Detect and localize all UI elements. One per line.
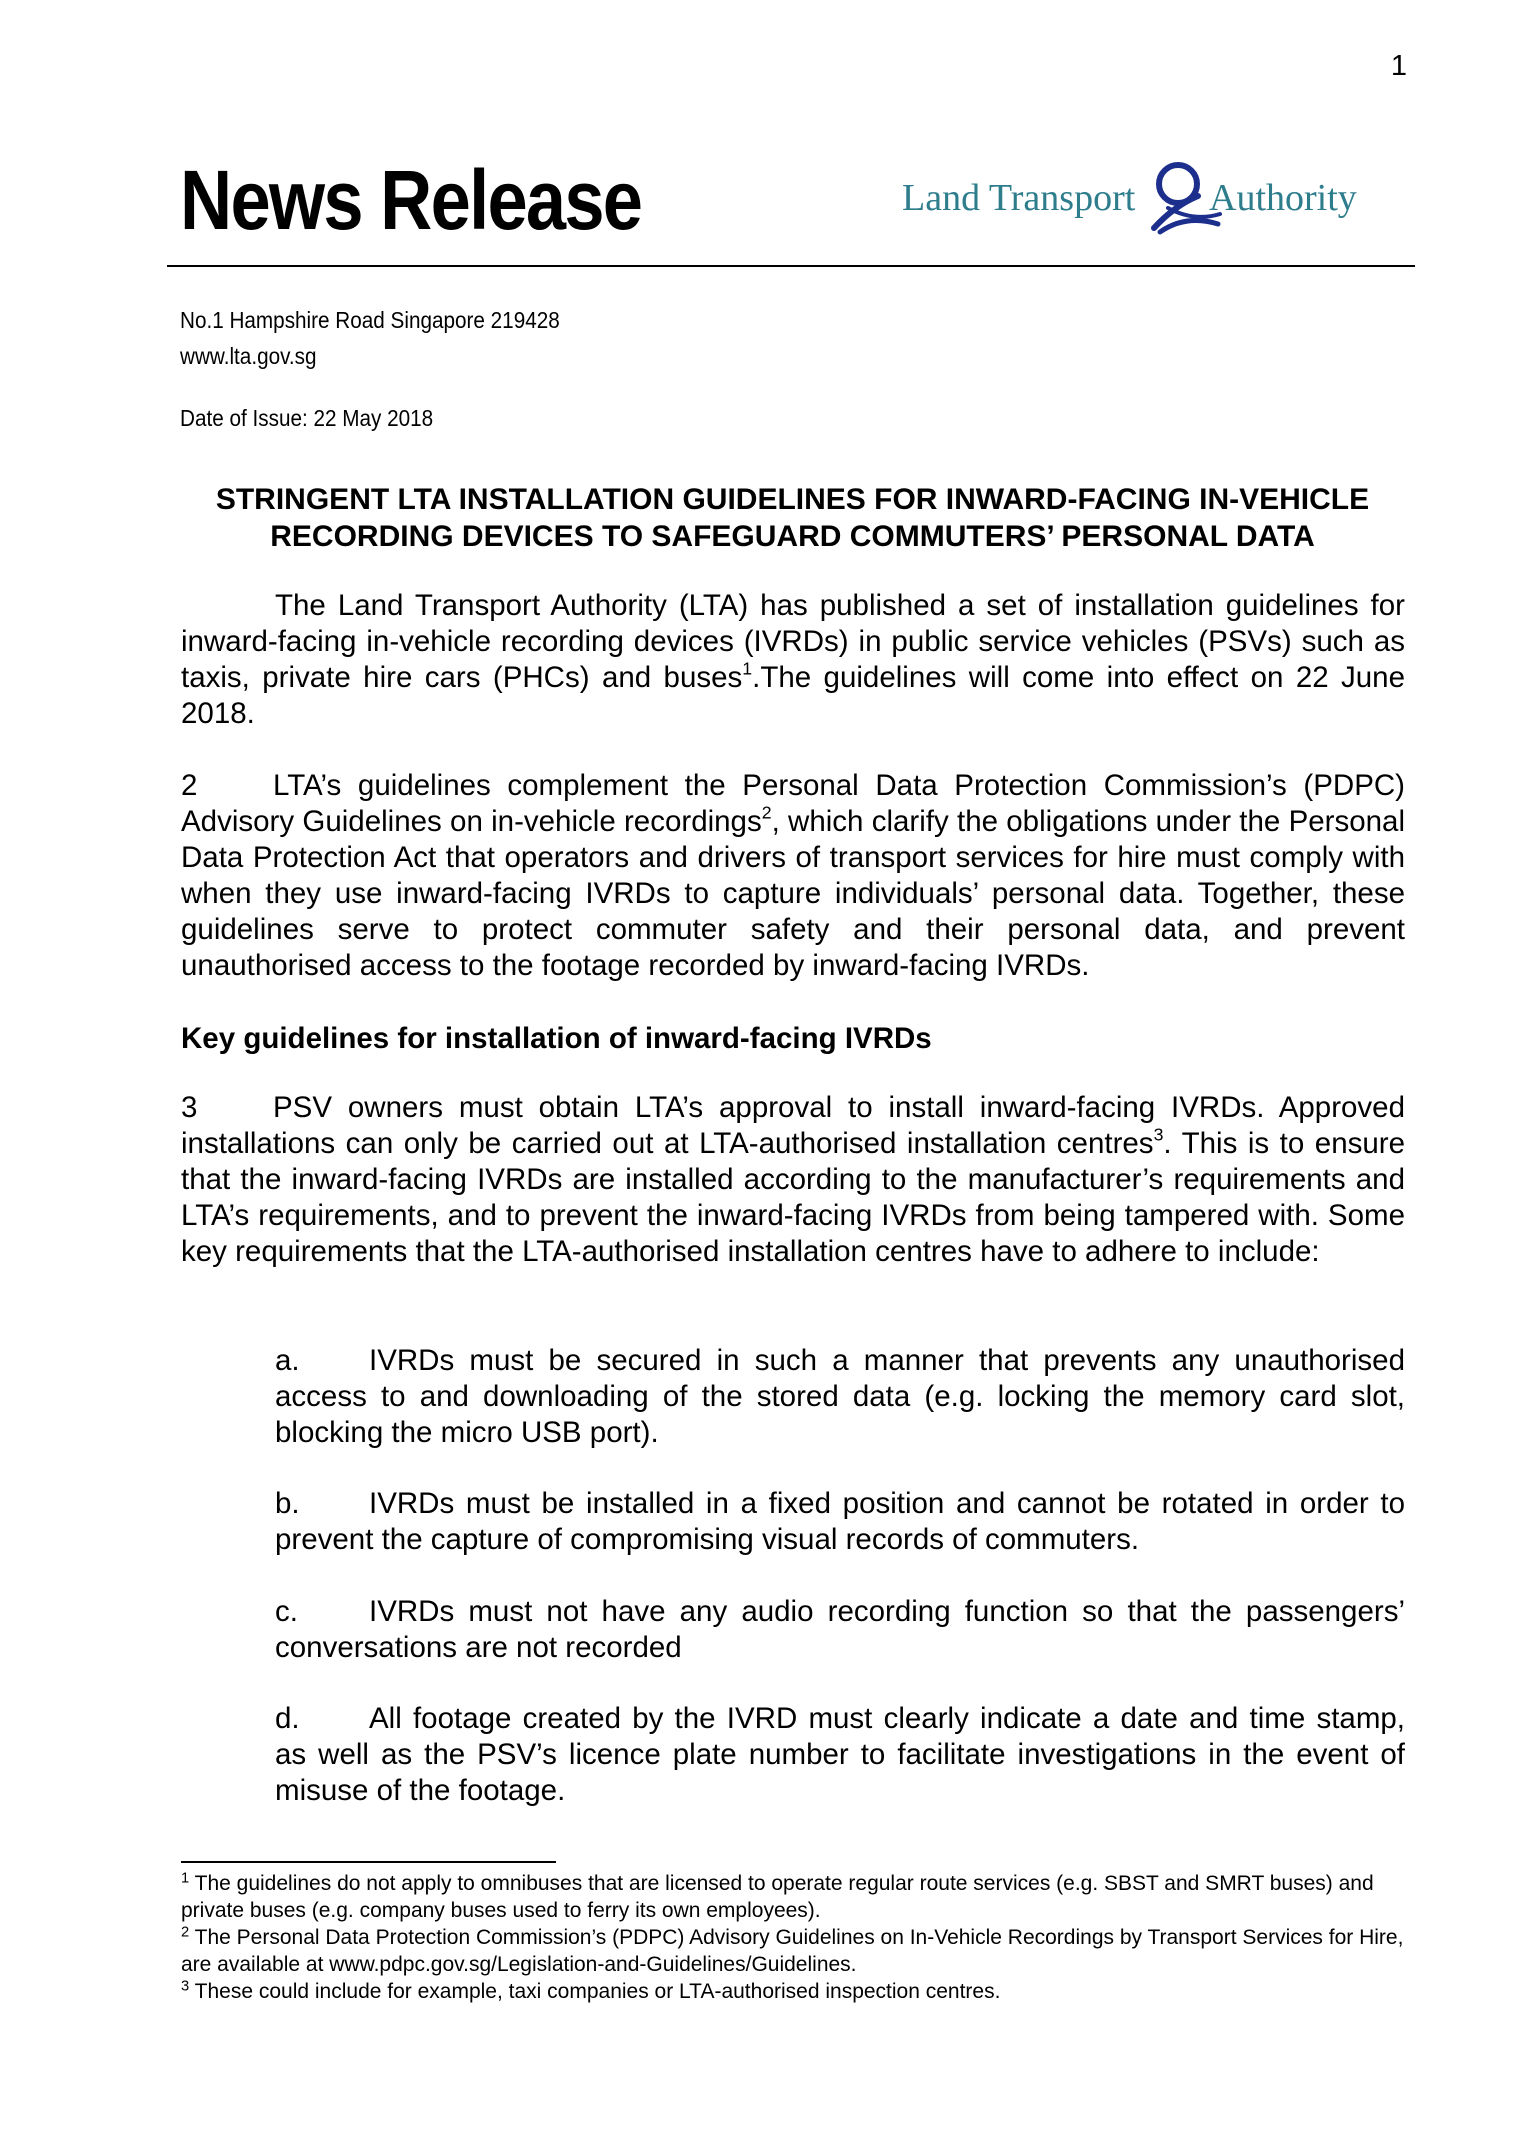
headline	[170, 481, 1415, 555]
footnote-ref-2: 2	[761, 802, 772, 823]
footnotes	[181, 1870, 1405, 2005]
list-item	[275, 1594, 1405, 1666]
page-title: News Release	[180, 153, 642, 247]
paragraph-1-text: The Land Transport Authority (LTA) has published a set of installation guidelines for inward-facing in-vehicle recording devices (IVRDs) in public service vehicles (PSVs) such as taxis, private hire cars (PHCs) and buses	[181, 589, 1405, 694]
list-marker: c.	[275, 1595, 298, 1628]
list-item-text: All footage created by the IVRD must clearly indicate a date and time stamp, as well as the PSV’s licence plate number to facilitate investigations in the event of misuse of the footage.	[275, 1702, 1405, 1807]
headline-line-1: STRINGENT LTA INSTALLATION GUIDELINES FOR INWARD-FACING IN-VEHICLE	[215, 483, 1370, 516]
page-number: 1	[1390, 50, 1407, 82]
paragraph-2-number: 2	[181, 769, 198, 802]
paragraph-2-text-end: , which clarify the obligations under the Personal Data Protection Act that operators and drivers of transport services for hire must comply with when they use inward-facing IVRDs to capture individuals’ personal data. Together, these guidelines serve to protect commuter safety and their personal data, and prevent unauthorised access to the footage recorded by inward-facing IVRDs.	[181, 805, 1405, 982]
paragraph-1-text-end: .The guidelines will come into effect on 22 June 2018.	[181, 661, 1405, 730]
list-item-text: IVRDs must be secured in such a manner that prevents any unauthorised access to and downloading of the stored data (e.g. locking the memory card slot, blocking the micro USB port).	[275, 1344, 1405, 1449]
address-block	[180, 302, 560, 374]
paragraph-1	[181, 588, 1405, 732]
list-item-text: IVRDs must be installed in a fixed position and cannot be rotated in order to prevent the capture of compromising visual records of commuters.	[275, 1487, 1405, 1556]
section-heading: Key guidelines for installation of inward-facing IVRDs	[181, 1022, 932, 1055]
header-divider	[167, 265, 1415, 267]
list-marker: d.	[275, 1702, 300, 1735]
paragraph-3-number: 3	[181, 1091, 198, 1124]
paragraph-3-text-end: . This is to ensure that the inward-facing IVRDs are installed according to the manufacturer’s requirements and LTA’s requirements, and to prevent the inward-facing IVRDs from being tampered with. Some key requirements that the LTA-authorised installation centres have to adhere to include:	[181, 1127, 1405, 1268]
list-item-text: IVRDs must not have any audio recording function so that the passengers’ conversations are not recorded	[275, 1595, 1405, 1664]
footnote-text: These could include for example, taxi companies or LTA-authorised inspection centres.	[194, 1980, 1001, 2003]
footnote-number: 3	[181, 1978, 190, 1995]
footnote-number: 1	[181, 1870, 190, 1887]
logo-text-left: Land Transport	[902, 177, 1136, 219]
footnote-text: The Personal Data Protection Commission’s (PDPC) Advisory Guidelines on In-Vehicle Recordings by Transport Services for Hire, are available at www.pdpc.gov.sg/Legislation-and-Guidelines/Guidelines.	[181, 1926, 1404, 1976]
paragraph-3-text: PSV owners must obtain LTA’s approval to install inward-facing IVRDs. Approved installations can only be carried out at LTA-authorised installation centres	[181, 1091, 1405, 1160]
list-item	[275, 1701, 1405, 1809]
logo-text-right: Authority	[1209, 177, 1357, 219]
headline-line-2: RECORDING DEVICES TO SAFEGUARD COMMUTERS’ PERSONAL DATA	[270, 520, 1315, 553]
footnote	[181, 1870, 1405, 1924]
list-item	[275, 1343, 1405, 1451]
footnote	[181, 1978, 1405, 2005]
footnote-ref-3: 3	[1153, 1124, 1164, 1145]
footnote-ref-1: 1	[742, 658, 753, 679]
paragraph-2	[181, 768, 1405, 984]
list-item	[275, 1486, 1405, 1558]
paragraph-2-text: LTA’s guidelines complement the Personal Data Protection Commission’s (PDPC) Advisory Guidelines on in-vehicle recordings	[181, 769, 1405, 838]
paragraph-3	[181, 1090, 1405, 1270]
footnote	[181, 1924, 1405, 1978]
list-marker: b.	[275, 1487, 300, 1520]
date-of-issue: Date of Issue: 22 May 2018	[180, 405, 434, 431]
address-line: No.1 Hampshire Road Singapore 219428	[180, 307, 560, 333]
footnote-text: The guidelines do not apply to omnibuses that are licensed to operate regular route services (e.g. SBST and SMRT buses) and private buses (e.g. company buses used to ferry its own employees).	[181, 1872, 1374, 1922]
list-marker: a.	[275, 1344, 300, 1377]
footnote-divider	[181, 1861, 556, 1863]
website-line: www.lta.gov.sg	[180, 343, 317, 369]
lta-logo	[902, 152, 1392, 242]
footnote-number: 2	[181, 1924, 190, 1941]
